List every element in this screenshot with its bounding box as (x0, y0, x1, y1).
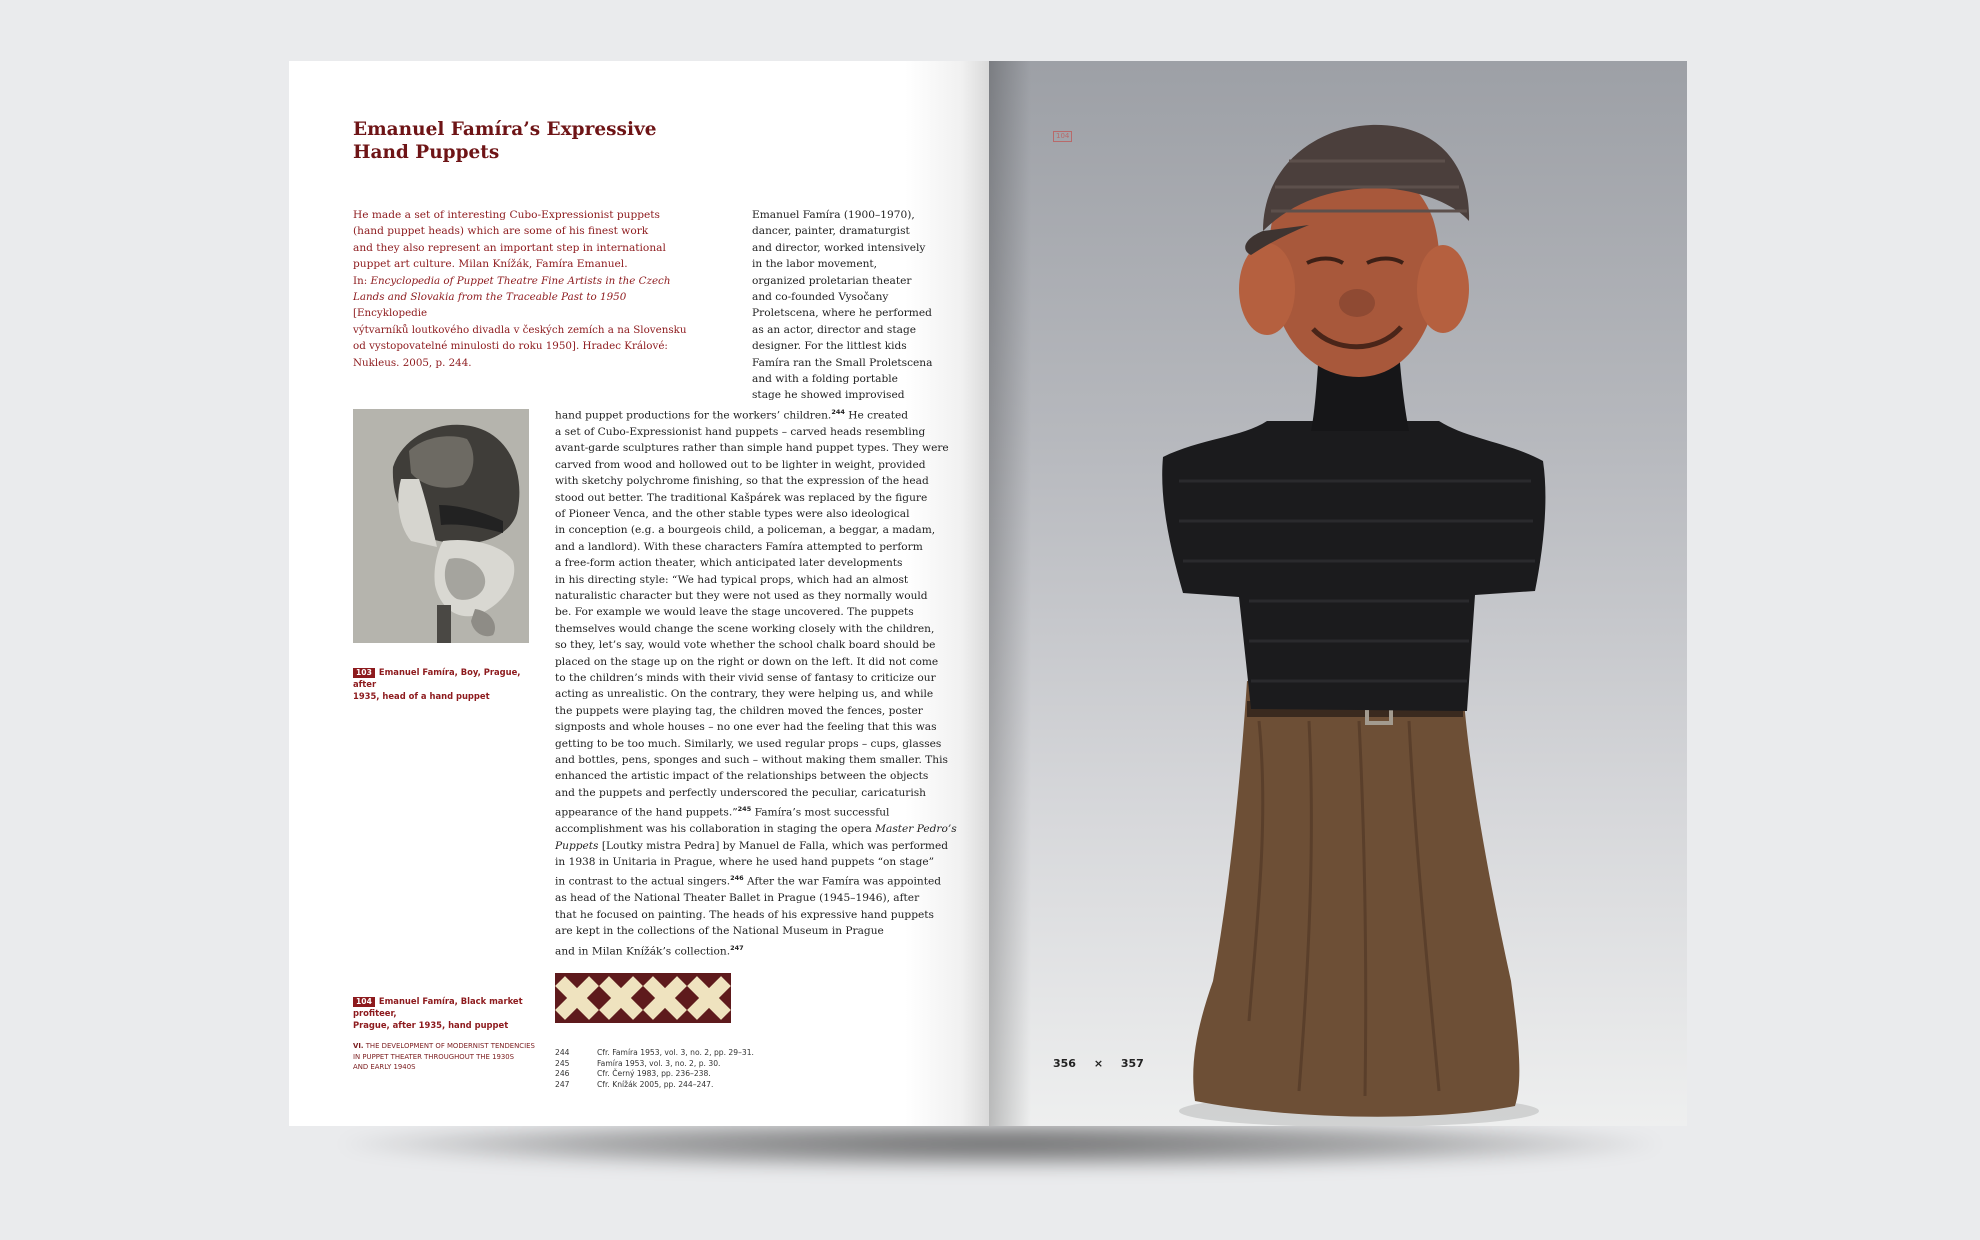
body-text-main (555, 404, 963, 960)
body-line: Puppets [Loutky mistra Pedra] by Manuel de Falla, which was performed (555, 839, 949, 852)
body-line: and a landlord). With these characters Famíra attempted to perform (555, 540, 923, 553)
figure-badge-104 (1053, 123, 1072, 142)
footnote-ref: 247 (730, 943, 744, 952)
body-line: a set of Cubo-Expressionist hand puppets – carved heads resembling (555, 425, 926, 438)
body-line: with sketchy polychrome finishing, so that the expression of the head (555, 475, 929, 488)
body-line: in his directing style: “We had typical props, which had an almost (555, 573, 909, 586)
body-line: carved from wood and hollowed out to be lighter in weight, provided (555, 458, 926, 471)
title-line: Emanuel Famíra’s Expressive (353, 119, 657, 140)
caption-line: Emanuel Famíra, Boy, Prague, after (353, 667, 521, 689)
body-line: so they, let’s say, would vote whether the school chalk board should be (555, 639, 936, 652)
pull-quote-line: He made a set of interesting Cubo-Expressionist puppets (353, 209, 660, 221)
pull-quote-line: puppet art culture. Milan Knížák, Famíra Emanuel. (353, 258, 628, 271)
pull-quote-line: (hand puppet heads) which are some of his finest work (353, 225, 649, 238)
body-line: stood out better. The traditional Kašpárek was replaced by the figure (555, 491, 928, 504)
footnote-item: 247 Cfr. Knížák 2005, pp. 244–247. (555, 1079, 714, 1089)
body-line: and bottles, pens, sponges and such – without making them smaller. This (555, 754, 948, 767)
pull-quote-line: and they also represent an important step in international (353, 241, 666, 254)
body-line: be. For example we would leave the stage uncovered. The puppets (555, 606, 914, 619)
body-line: themselves would change the scene working closely with the children, (555, 622, 935, 635)
body-text-top (752, 207, 962, 404)
left-page (289, 61, 989, 1126)
footnotes (555, 1048, 815, 1090)
body-line: acting as unrealistic. On the contrary, they were helping us, and while (555, 688, 934, 701)
chapter-title (353, 118, 773, 164)
caption-line: 1935, head of a hand puppet (353, 691, 490, 701)
body-line: signposts and whole houses – no one ever had the feeling that this was (555, 721, 937, 734)
body-line: of Pioneer Venca, and the other stable types were also ideological (555, 507, 910, 520)
page-number-right: 357 (1120, 1057, 1144, 1070)
quote-citation: In: Encyclopedia of Puppet Theatre Fine Artists in the Czech Lands and Slovakia from the Traceable Past to 1950 [Encyklopedie výtvarníků loutkového divadla v českých zemích a na Slovensku od vystopovatelné minulosti do roku 1950]. Hradec Králové: Nukleus. 2005, p. 244. (353, 274, 687, 369)
body-line: that he focused on painting. The heads of his expressive hand puppets (555, 908, 934, 921)
caption-line: Prague, after 1935, hand puppet (353, 1020, 509, 1030)
title-line: Hand Puppets (353, 142, 500, 163)
body-line: the puppets were playing tag, the children moved the fences, poster (555, 704, 923, 717)
body-line: placed on the stage up on the right or down on the left. It did not come (555, 655, 939, 668)
figure-number-badge: 104 (353, 997, 375, 1007)
footnote-item: 245 Famíra 1953, vol. 3, no. 2, p. 30. (555, 1058, 721, 1068)
body-line: in contrast to the actual singers.$^{246}$ After the war Famíra was appointed (555, 874, 942, 888)
body-line: getting to be too much. Similarly, we used regular props – cups, glasses (555, 737, 942, 750)
body-line: designer. For the littlest kids (752, 340, 907, 353)
body-line: enhanced the artistic impact of the relationships between the objects (555, 770, 929, 783)
footnote-item: 246 Cfr. Černý 1983, pp. 236–238. (555, 1069, 711, 1079)
body-line: a free-form action theater, which anticipated later developments (555, 557, 903, 570)
body-line: Famíra ran the Small Proletscena (752, 356, 933, 369)
body-line: in the labor movement, (752, 258, 878, 271)
body-line: and the puppets and perfectly underscored the peculiar, caricaturish (555, 786, 927, 799)
body-line: in 1938 in Unitaria in Prague, where he used hand puppets “on stage” (555, 856, 935, 869)
footnote-ref: 246 (730, 874, 744, 883)
figure-number-label: 104 (1053, 131, 1072, 142)
page-number-left: 356 (1053, 1057, 1076, 1070)
body-line: as head of the National Theater Ballet in Prague (1945–1946), after (555, 892, 920, 905)
page-gutter-shadow (989, 61, 1031, 1126)
caption-103 (353, 666, 543, 702)
body-line: organized proletarian theater (752, 274, 912, 287)
folio-separator: × (1093, 1057, 1104, 1070)
body-line: to the children’s minds with their vivid sense of fantasy to criticize our (555, 672, 936, 685)
body-line: avant-garde sculptures rather than simple hand puppet types. They were (555, 442, 949, 455)
body-line: appearance of the hand puppets.”$^{245}$ Famíra’s most successful (555, 805, 890, 819)
right-page (989, 61, 1687, 1126)
footnote-ref: 245 (737, 805, 752, 814)
photo-boy-puppet-head (353, 409, 529, 643)
body-line: Proletscena, where he performed (752, 307, 932, 320)
body-line: are kept in the collections of the National Museum in Prague (555, 925, 884, 938)
body-line: and with a folding portable (752, 373, 898, 386)
page-numbers (1053, 1057, 1144, 1070)
body-line: and director, worked intensively (752, 241, 926, 254)
body-line: accomplishment was his collaboration in staging the opera Master Pedro’s (555, 823, 957, 836)
footnote-item: 244 Cfr. Famíra 1953, vol. 3, no. 2, pp. 29–31. (555, 1048, 754, 1057)
body-line: stage he showed improvised (752, 389, 905, 402)
body-line: hand puppet productions for the workers’ children.$^{244}$ He created (555, 408, 909, 422)
body-line: Emanuel Famíra (1900–1970), (752, 209, 915, 221)
book-spread (289, 61, 1687, 1126)
figure-number-badge: 103 (353, 668, 375, 678)
body-line: and in Milan Knížák’s collection.$^{247}$ (555, 943, 744, 958)
caption-104 (353, 995, 553, 1031)
section-label: VI. THE DEVELOPMENT OF MODERNIST TENDENCIES IN PUPPET THEATER THROUGHOUT THE 1930S AND EARLY 1940S (353, 1042, 535, 1071)
body-line: in conception (e.g. a bourgeois child, a policeman, a beggar, a madam, (555, 524, 936, 537)
body-line: dancer, painter, dramaturgist (752, 225, 910, 238)
photo-black-market-profiteer-puppet (1139, 121, 1559, 1126)
caption-line: Emanuel Famíra, Black market profiteer, (353, 996, 523, 1018)
footnote-ref: 244 (831, 408, 845, 416)
body-line: naturalistic character but they were not used as they normally would (555, 590, 928, 602)
body-line: as an actor, director and stage (752, 323, 916, 336)
decorative-cross-pattern (555, 973, 731, 1023)
body-line: and co-founded Vysočany (752, 291, 889, 304)
boy-head-photo-illustration (353, 409, 529, 643)
pull-quote (353, 207, 703, 371)
